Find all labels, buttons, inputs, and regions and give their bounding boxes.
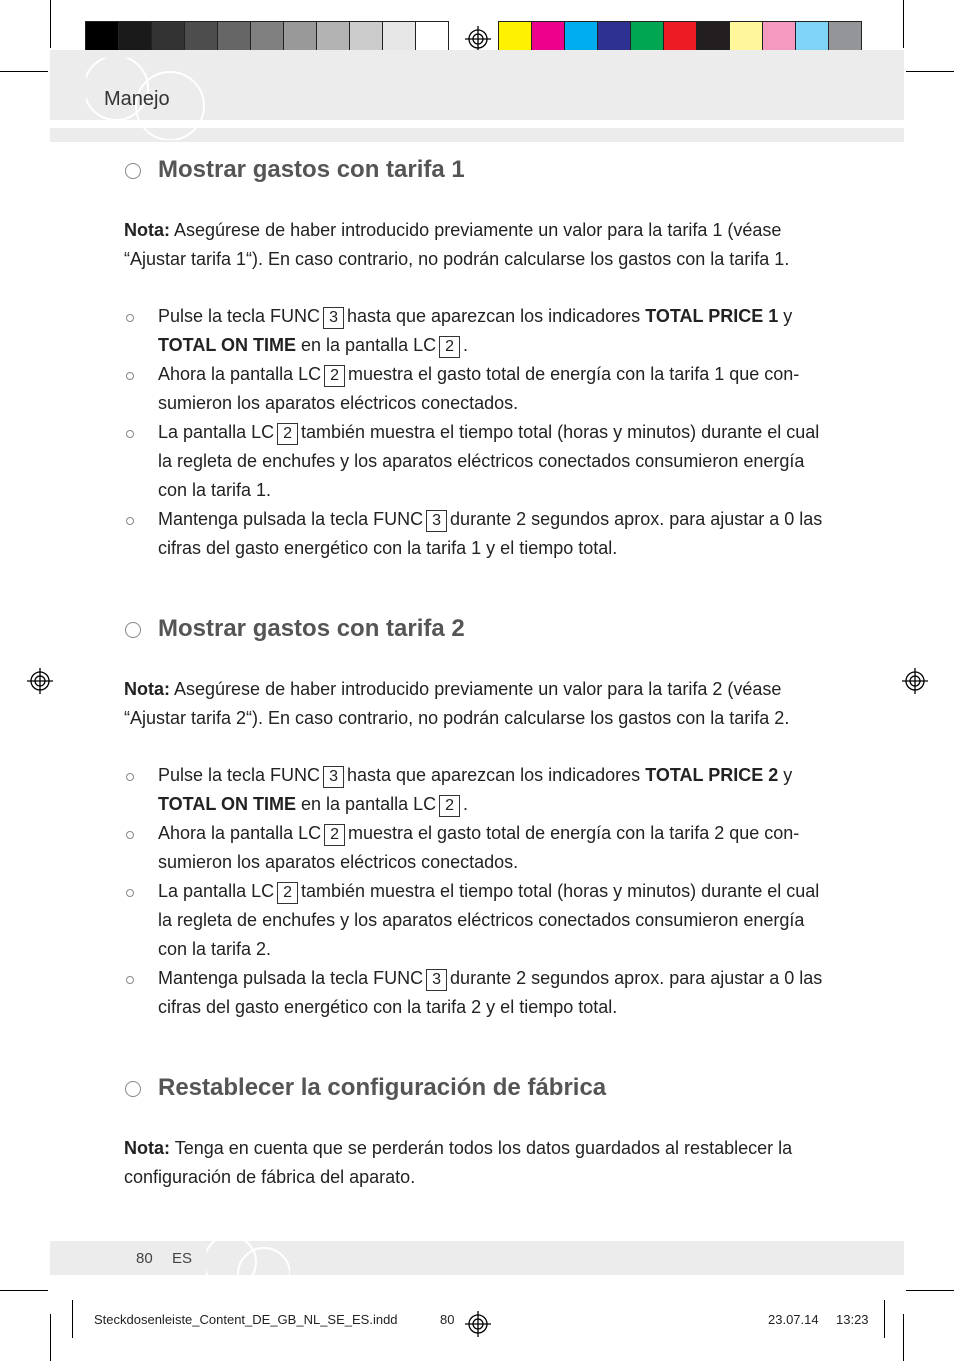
step-text: . (463, 794, 469, 814)
note-label: Nota: (124, 1138, 170, 1158)
page-number: 80 (136, 1250, 153, 1267)
section-bullet-icon (125, 622, 141, 638)
crop-mark (906, 1290, 954, 1291)
crop-mark (50, 1314, 51, 1361)
step-text: . (463, 335, 469, 355)
step-text: hasta que aparezcan los indicadores (346, 765, 641, 785)
step-text: Pulse la tecla FUNC (158, 306, 321, 326)
key-reference: 2 (324, 365, 345, 387)
step-text: y (783, 306, 793, 326)
step-text: también muestra el tiempo total (horas y minutos) durante el cual la regleta de enchufes y los aparatos eléctricos conectados consumieron energía con la tarifa 2. (158, 881, 820, 959)
registration-mark-icon (27, 668, 53, 694)
step-text: y (783, 765, 793, 785)
note-paragraph (124, 675, 834, 733)
slug-date: 23.07.14 (768, 1312, 819, 1327)
list-item (124, 877, 834, 964)
crop-mark (50, 0, 51, 48)
key-reference: 2 (439, 795, 460, 817)
list-item (124, 505, 834, 563)
crop-mark (903, 0, 904, 48)
key-reference: 3 (426, 510, 447, 532)
step-text: en la pantalla LC (301, 794, 437, 814)
bullet-icon (126, 889, 134, 897)
step-text: hasta que aparezcan los indicadores (346, 306, 641, 326)
note-text: Asegúrese de haber introducido previamente un valor para la tarifa 2 (véase “Ajustar tarifa 2“). En caso contrario, no podrán calcularse los gastos con la tarifa 2. (124, 679, 790, 728)
slug-time: 13:23 (836, 1312, 869, 1327)
bullet-icon (126, 430, 134, 438)
display-indicator: TOTAL ON TIME (158, 335, 296, 355)
key-reference: 2 (439, 336, 460, 358)
key-reference: 2 (277, 882, 298, 904)
key-reference: 3 (426, 969, 447, 991)
note-label: Nota: (124, 679, 170, 699)
slug-page: 80 (440, 1312, 455, 1327)
step-list (124, 302, 834, 563)
crop-mark (0, 71, 48, 72)
section-heading: Mostrar gastos con tarifa 2 (158, 615, 465, 642)
display-indicator: TOTAL PRICE 1 (645, 306, 779, 326)
step-list (124, 761, 834, 1022)
crop-mark (906, 71, 954, 72)
step-text: Pulse la tecla FUNC (158, 765, 321, 785)
list-item (124, 964, 834, 1022)
note-text: Tenga en cuenta que se perderán todos los datos guardados al restablecer la configuración de fábrica del aparato. (124, 1138, 793, 1187)
section-heading: Restablecer la configuración de fábrica (158, 1074, 607, 1101)
key-reference: 2 (277, 423, 298, 445)
step-text: también muestra el tiempo total (horas y minutos) durante el cual la regleta de enchufes y los aparatos eléctricos conectados consumieron energía con la tarifa 1. (158, 422, 820, 500)
step-text: La pantalla LC (158, 422, 275, 442)
list-item (124, 418, 834, 505)
language-code: ES (172, 1250, 193, 1267)
crop-mark (903, 1314, 904, 1361)
key-reference: 3 (323, 766, 344, 788)
slug-filename: Steckdosenleiste_Content_DE_GB_NL_SE_ES.indd (94, 1312, 398, 1327)
step-text: durante 2 segundos aprox. para ajustar a 0 las cifras del gasto energético con la tarifa 2 y el tiempo total. (158, 968, 823, 1017)
bullet-icon (126, 976, 134, 984)
display-indicator: TOTAL PRICE 2 (645, 765, 779, 785)
note-label: Nota: (124, 220, 170, 240)
bullet-icon (126, 831, 134, 839)
step-text: Ahora la pantalla LC (158, 364, 322, 384)
list-item (124, 761, 834, 819)
note-paragraph (124, 216, 834, 274)
key-reference: 3 (323, 307, 344, 329)
step-text: Mantenga pulsada la tecla FUNC (158, 968, 424, 988)
decorative-circles-icon (206, 1236, 290, 1282)
section-heading: Mostrar gastos con tarifa 1 (158, 156, 465, 183)
step-text: muestra el gasto total de energía con la tarifa 2 que con-sumieron los aparatos eléctricos conectados. (158, 823, 800, 872)
key-reference: 2 (324, 824, 345, 846)
registration-mark-icon (902, 668, 928, 694)
step-text: La pantalla LC (158, 881, 275, 901)
section-bullet-icon (125, 1081, 141, 1097)
crop-mark (72, 1300, 73, 1338)
chapter-title: Manejo (104, 88, 170, 110)
crop-mark (884, 1300, 885, 1338)
registration-mark-icon (465, 1311, 491, 1337)
bullet-icon (126, 372, 134, 380)
section-bullet-icon (125, 163, 141, 179)
list-item (124, 360, 834, 418)
crop-mark (0, 1290, 48, 1291)
bullet-icon (126, 314, 134, 322)
display-indicator: TOTAL ON TIME (158, 794, 296, 814)
step-text: muestra el gasto total de energía con la tarifa 1 que con-sumieron los aparatos eléctricos conectados. (158, 364, 800, 413)
registration-mark-icon (465, 26, 491, 52)
step-text: en la pantalla LC (301, 335, 437, 355)
bullet-icon (126, 517, 134, 525)
step-text: Ahora la pantalla LC (158, 823, 322, 843)
note-paragraph (124, 1134, 834, 1192)
bullet-icon (126, 773, 134, 781)
step-text: durante 2 segundos aprox. para ajustar a 0 las cifras del gasto energético con la tarifa 1 y el tiempo total. (158, 509, 823, 558)
step-text: Mantenga pulsada la tecla FUNC (158, 509, 424, 529)
note-text: Asegúrese de haber introducido previamente un valor para la tarifa 1 (véase “Ajustar tarifa 1“). En caso contrario, no podrán calcularse los gastos con la tarifa 1. (124, 220, 790, 269)
list-item (124, 302, 834, 360)
list-item (124, 819, 834, 877)
